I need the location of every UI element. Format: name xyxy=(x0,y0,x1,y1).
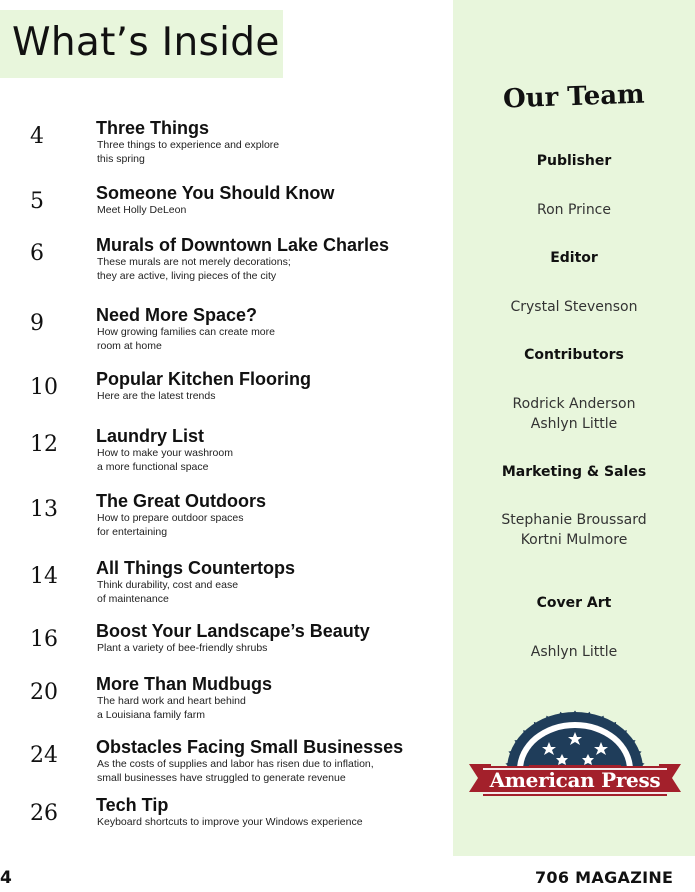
toc-page-number: 4 xyxy=(30,124,44,149)
toc-description-line: Plant a variety of bee-friendly shrubs xyxy=(97,642,268,654)
toc-article-title: Obstacles Facing Small Businesses xyxy=(96,737,404,757)
toc-article-title: Tech Tip xyxy=(96,795,169,815)
toc-page-number: 14 xyxy=(30,564,58,589)
footer-magazine-name: 706 MAGAZINE xyxy=(535,868,674,887)
toc-description-line: How growing families can create more xyxy=(97,326,275,338)
toc-entry xyxy=(0,183,450,231)
toc-description-line: room at home xyxy=(97,340,162,352)
toc-description-line: of maintenance xyxy=(97,593,169,605)
toc-description-line: a Louisiana family farm xyxy=(97,709,205,721)
team-member-name: Crystal Stevenson xyxy=(510,299,638,315)
team-member-names xyxy=(453,297,695,317)
toc-article-description xyxy=(97,694,246,722)
team-member-name: Kortni Mulmore xyxy=(520,532,628,548)
toc-article-title: All Things Countertops xyxy=(96,558,295,578)
toc-page-number: 20 xyxy=(30,680,58,705)
toc-entry xyxy=(0,795,450,843)
toc-article-description xyxy=(97,138,279,166)
team-member-name: Ron Prince xyxy=(536,202,611,218)
toc-article-description xyxy=(97,757,374,785)
team-member-name: Ashlyn Little xyxy=(530,416,618,432)
footer-page-number: 4 xyxy=(0,868,12,888)
toc-article-description xyxy=(97,325,275,353)
toc-description-line: As the costs of supplies and labor has risen due to inflation, xyxy=(97,758,374,770)
toc-page-number: 26 xyxy=(30,801,58,826)
toc-page-number: 16 xyxy=(30,627,58,652)
toc-description-line: Three things to experience and explore xyxy=(97,139,280,151)
toc-entry xyxy=(0,558,450,606)
toc-article-title: Someone You Should Know xyxy=(96,183,335,203)
toc-entry xyxy=(0,491,450,539)
toc-description-line: Think durability, cost and ease xyxy=(97,579,239,591)
toc-entry xyxy=(0,369,450,417)
team-member-name: Ashlyn Little xyxy=(530,644,618,660)
toc-description-line: small businesses have struggled to generate revenue xyxy=(97,772,346,784)
toc-article-description xyxy=(97,203,186,217)
toc-description-line: this spring xyxy=(97,153,145,165)
toc-article-description xyxy=(97,578,238,606)
toc-page-number: 6 xyxy=(30,241,44,266)
toc-description-line: Meet Holly DeLeon xyxy=(97,204,187,216)
toc-entry xyxy=(0,674,450,722)
team-heading: Our Team xyxy=(502,79,646,115)
toc-article-title: The Great Outdoors xyxy=(96,491,267,511)
team-member-name: Stephanie Broussard xyxy=(501,512,647,528)
team-member-names xyxy=(453,200,695,220)
logo-text: American Press xyxy=(489,768,661,792)
toc-entry xyxy=(0,118,450,166)
toc-article-description xyxy=(97,255,291,283)
toc-page-number: 5 xyxy=(30,189,44,214)
toc-entry xyxy=(0,235,450,283)
toc-article-description xyxy=(97,641,267,655)
toc-description-line: The hard work and heart behind xyxy=(97,695,246,707)
team-role-label: Editor xyxy=(550,250,598,266)
team-role-label: Marketing & Sales xyxy=(501,464,647,480)
toc-article-title: Popular Kitchen Flooring xyxy=(96,369,311,389)
toc-entry xyxy=(0,737,450,785)
toc-description-line: they are active, living pieces of the city xyxy=(97,270,277,282)
team-member-names xyxy=(453,510,695,550)
page-title: What’s Inside xyxy=(12,20,280,65)
toc-article-title: Need More Space? xyxy=(96,305,258,325)
toc-description-line: Here are the latest trends xyxy=(97,390,216,402)
toc-article-title: Boost Your Landscape’s Beauty xyxy=(96,621,370,641)
toc-page-number: 12 xyxy=(30,432,58,457)
toc-description-line: These murals are not merely decorations; xyxy=(97,256,291,268)
toc-entry xyxy=(0,426,450,474)
toc-article-description xyxy=(97,446,233,474)
toc-page-number: 24 xyxy=(30,743,58,768)
team-role-label: Contributors xyxy=(524,347,624,363)
american-press-logo xyxy=(469,708,681,800)
toc-article-title: Murals of Downtown Lake Charles xyxy=(96,235,390,255)
toc-article-description xyxy=(97,815,363,829)
toc-article-title: More Than Mudbugs xyxy=(96,674,272,694)
toc-description-line: How to make your washroom xyxy=(97,447,233,459)
toc-description-line: for entertaining xyxy=(97,526,168,538)
toc-page-number: 13 xyxy=(30,497,58,522)
toc-article-title: Laundry List xyxy=(96,426,205,446)
toc-article-description xyxy=(97,389,215,403)
title-box xyxy=(0,10,283,78)
team-role-label: Publisher xyxy=(536,153,612,169)
team-role-label: Cover Art xyxy=(536,595,612,611)
toc-description-line: a more functional space xyxy=(97,461,209,473)
toc-entry xyxy=(0,621,450,669)
team-member-name: Rodrick Anderson xyxy=(512,396,636,412)
toc-page-number: 10 xyxy=(30,375,58,400)
toc-article-title: Three Things xyxy=(96,118,210,138)
toc-description-line: How to prepare outdoor spaces xyxy=(97,512,244,524)
toc-entry xyxy=(0,305,450,353)
toc-page-number: 9 xyxy=(30,311,44,336)
toc-article-description xyxy=(97,511,244,539)
team-member-names xyxy=(453,394,695,434)
team-sidebar xyxy=(453,0,695,856)
toc-description-line: Keyboard shortcuts to improve your Windows experience xyxy=(97,816,363,828)
team-member-names xyxy=(453,642,695,662)
